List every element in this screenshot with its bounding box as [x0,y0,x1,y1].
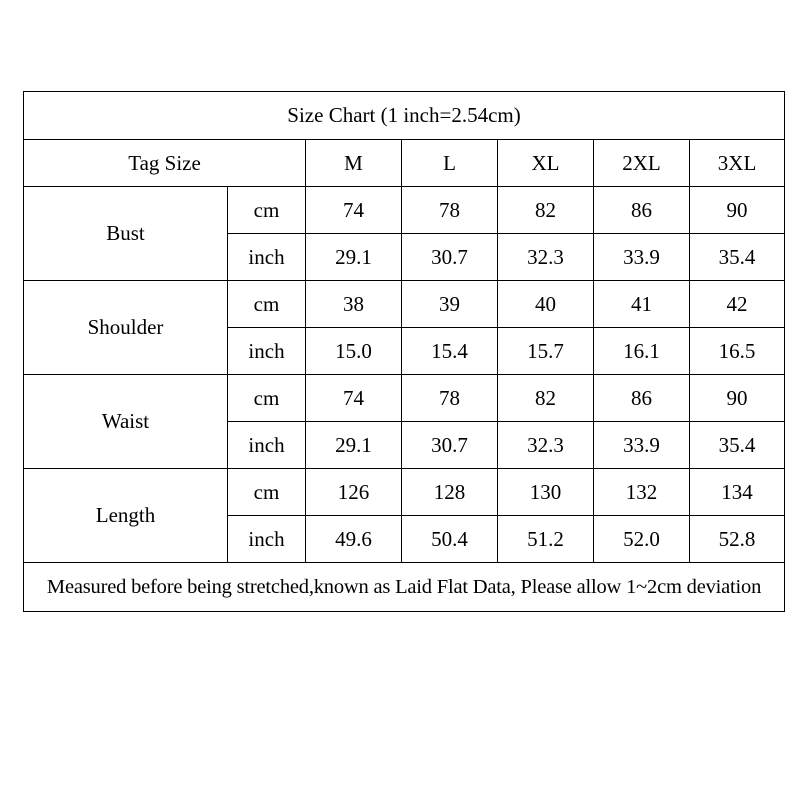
value-cell: 90 [690,187,785,234]
table-row [24,281,785,328]
value-cell: 15.7 [498,328,594,375]
value-cell: 86 [594,375,690,422]
value-cell: 74 [306,375,402,422]
deviation-note: Measured before being stretched,known as Laid Flat Data, Please allow 1~2cm deviation [24,563,785,612]
value-cell: 74 [306,187,402,234]
value-cell: 16.1 [594,328,690,375]
value-cell: 128 [402,469,498,516]
value-cell: 30.7 [402,422,498,469]
size-chart-table [23,91,785,612]
measurement-name: Bust [24,187,228,281]
measurement-name: Shoulder [24,281,228,375]
unit-label: inch [228,234,306,281]
value-cell: 35.4 [690,422,785,469]
title-row [24,92,785,140]
size-header: XL [498,140,594,187]
value-cell: 78 [402,187,498,234]
value-cell: 49.6 [306,516,402,563]
value-cell: 15.4 [402,328,498,375]
size-header: 2XL [594,140,690,187]
value-cell: 41 [594,281,690,328]
value-cell: 35.4 [690,234,785,281]
unit-label: cm [228,375,306,422]
measurement-name: Length [24,469,228,563]
value-cell: 33.9 [594,234,690,281]
size-header: 3XL [690,140,785,187]
value-cell: 29.1 [306,422,402,469]
measurement-name: Waist [24,375,228,469]
size-header: L [402,140,498,187]
value-cell: 52.8 [690,516,785,563]
value-cell: 90 [690,375,785,422]
value-cell: 16.5 [690,328,785,375]
value-cell: 82 [498,187,594,234]
value-cell: 51.2 [498,516,594,563]
table-row [24,187,785,234]
value-cell: 33.9 [594,422,690,469]
value-cell: 126 [306,469,402,516]
value-cell: 15.0 [306,328,402,375]
value-cell: 40 [498,281,594,328]
unit-label: inch [228,328,306,375]
value-cell: 30.7 [402,234,498,281]
value-cell: 86 [594,187,690,234]
value-cell: 39 [402,281,498,328]
chart-title: Size Chart (1 inch=2.54cm) [24,92,785,140]
unit-label: cm [228,281,306,328]
table-row [24,469,785,516]
value-cell: 29.1 [306,234,402,281]
unit-label: inch [228,422,306,469]
value-cell: 32.3 [498,234,594,281]
value-cell: 50.4 [402,516,498,563]
value-cell: 134 [690,469,785,516]
tag-size-label: Tag Size [24,140,306,187]
unit-label: inch [228,516,306,563]
size-header: M [306,140,402,187]
value-cell: 42 [690,281,785,328]
table-row [24,375,785,422]
value-cell: 130 [498,469,594,516]
unit-label: cm [228,187,306,234]
note-row [24,563,785,612]
value-cell: 52.0 [594,516,690,563]
value-cell: 82 [498,375,594,422]
unit-label: cm [228,469,306,516]
value-cell: 32.3 [498,422,594,469]
value-cell: 78 [402,375,498,422]
value-cell: 132 [594,469,690,516]
value-cell: 38 [306,281,402,328]
header-row [24,140,785,187]
